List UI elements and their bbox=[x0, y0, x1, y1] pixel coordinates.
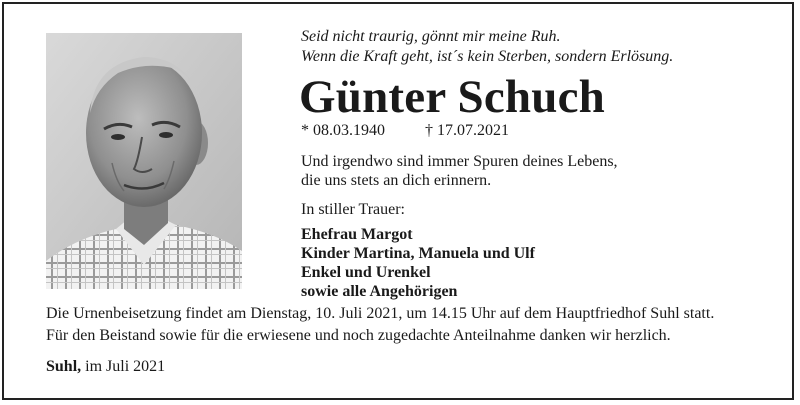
motto-line-2: Wenn die Kraft geht, ist´s kein Sterben, sondern Erlösung. bbox=[301, 48, 674, 65]
signoff bbox=[46, 357, 165, 377]
birth-date: * 08.03.1940 bbox=[301, 122, 385, 139]
mourners-list bbox=[301, 225, 535, 301]
life-dates bbox=[301, 121, 509, 141]
verse-line-2: die uns stets an dich erinnern. bbox=[301, 172, 492, 189]
mourner-item: sowie alle Angehörigen bbox=[301, 283, 458, 300]
mourner-item: Kinder Martina, Manuela und Ulf bbox=[301, 245, 535, 262]
mourner-item: Enkel und Urenkel bbox=[301, 264, 431, 281]
mourner-item: Ehefrau Margot bbox=[301, 226, 413, 243]
death-date: † 17.07.2021 bbox=[425, 122, 509, 139]
portrait-photo bbox=[46, 33, 242, 289]
verse-line-1: Und irgendwo sind immer Spuren deines Lebens, bbox=[301, 153, 618, 170]
portrait-image bbox=[46, 33, 242, 289]
memorial-verse bbox=[301, 152, 771, 190]
motto-quote bbox=[301, 27, 781, 67]
burial-notice bbox=[46, 303, 766, 347]
motto-line-1: Seid nicht traurig, gönnt mir meine Ruh. bbox=[301, 28, 561, 45]
notice-line-1: Die Urnenbeisetzung findet am Dienstag, 10. Juli 2021, um 14.15 Uhr auf dem Hauptfriedhof Suhl statt. bbox=[46, 305, 715, 322]
signoff-place: Suhl, bbox=[46, 358, 82, 375]
signoff-date: im Juli 2021 bbox=[81, 358, 166, 375]
mourning-label: In stiller Trauer: bbox=[301, 201, 405, 218]
deceased-name: Günter Schuch bbox=[299, 71, 605, 123]
notice-line-2: Für den Beistand sowie für die erwiesene und noch zugedachte Anteilnahme danken wir herzlich. bbox=[46, 327, 671, 344]
